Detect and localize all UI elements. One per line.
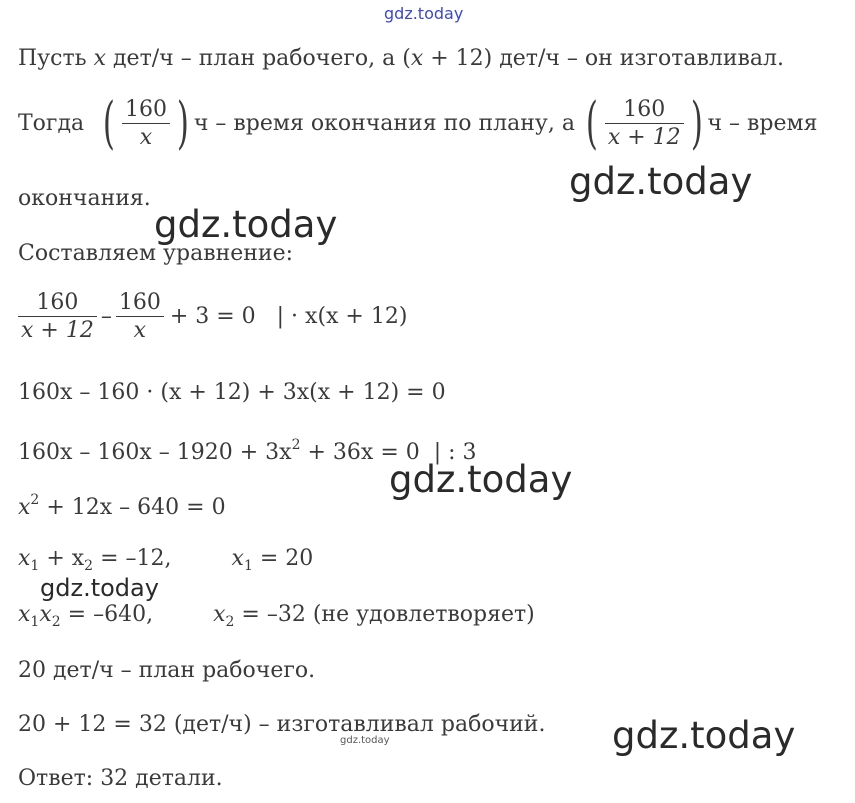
equation-2: 160x – 160 · (x + 12) + 3x(x + 12) = 0: [18, 380, 446, 405]
fraction-160-x: $\frac{160}{x}$: [122, 99, 170, 149]
watermark-1: gdz.today: [569, 160, 753, 203]
equation-4: $x^2 + 12x - 640 = 0$: [18, 492, 226, 520]
text-line-1: Пусть x дет/ч – план рабочего, а (x + 12) дет/ч – он изготавливал.: [18, 46, 785, 71]
watermark-top: gdz.today: [384, 4, 464, 23]
watermark-3: gdz.today: [389, 458, 573, 501]
equation-5: $x_1 + x_2 = -12$, $x_1 = 20$: [18, 546, 314, 574]
equation-1: $\frac{160}{x + 12}$ – $\frac{160}{x}$ + 3 = 0 | · x(x + 12): [16, 292, 407, 342]
answer: Ответ: 32 детали.: [18, 766, 223, 791]
equation-6: $x_1x_2 = -640$, $x_2 = -32$ (не удовлетворяет): [18, 602, 535, 630]
text-plan: 20 дет/ч – план рабочего.: [18, 658, 316, 683]
equation-3: $160x - 160x - 1920 + 3x^2 + 36x = 0$ | : 3: [18, 437, 477, 465]
watermark-2: gdz.today: [154, 203, 338, 246]
fraction-160-x-plus-12: $\frac{160}{x + 12}$: [605, 99, 684, 149]
text-made: 20 + 12 = 32 (дет/ч) – изготавливал рабочий.: [18, 712, 546, 737]
watermark-4: gdz.today: [612, 714, 796, 757]
watermark-6: gdz.today: [340, 735, 390, 746]
text-line-3: окончания.: [18, 186, 151, 211]
text-line-4: Составляем уравнение:: [18, 241, 294, 266]
watermark-5: gdz.today: [40, 574, 159, 602]
text-line-2: Тогда ( $\frac{160}{x}$ ) ч – время окончания по плану, а ( $\frac{160}{x + 12}$ ) ч – время: [18, 91, 818, 156]
